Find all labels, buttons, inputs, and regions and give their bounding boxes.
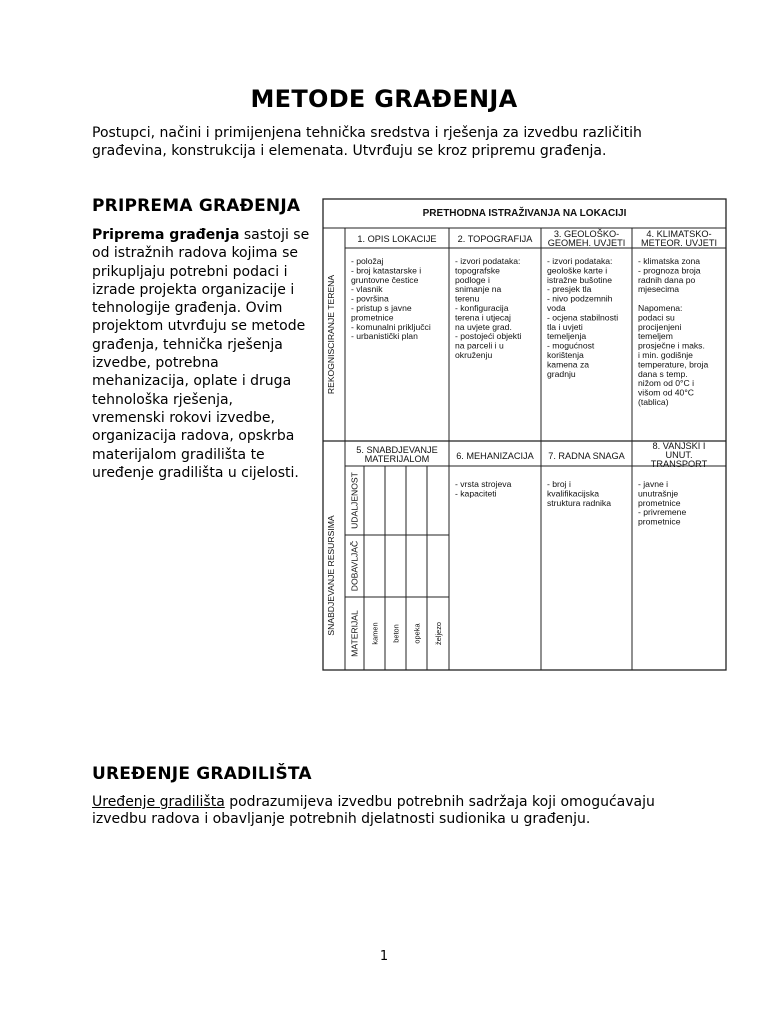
top-cell-2-line: - postojeći objekti [455,331,522,342]
top-cell-4-line: mjesecima [638,284,680,295]
bottom-header-5: 5. SNABDJEVANJE [356,445,438,455]
top-cell-1-line: - pristup s javne [351,303,412,313]
section-heading-uredjenje: UREĐENJE GRADILIŠTA [92,764,312,784]
top-cell-1-line: - urbanistički plan [351,331,418,342]
top-cell-3-line: - izvori podataka: [547,256,613,266]
top-cell-1-line: - vlasnik [351,284,383,295]
bottom-cell-6-line: - kapaciteti [455,488,497,499]
bottom-cell-8-line: - javne i [638,479,669,489]
top-header-4: 4. KLIMATSKO- [646,229,712,239]
top-cell-4-line: (tablica) [638,397,669,407]
bottom-cell-6-line: - vrsta strojeva [455,479,512,489]
top-header-4: METEOR. UVJETI [640,238,718,248]
top-cell-4-line: nižom od 0°C i [638,378,694,389]
top-cell-4-line: dana s temp. [638,368,688,379]
top-cell-4-line: Napomena: [638,303,683,313]
top-cell-4-line: - prognoza broja [638,265,701,276]
bottom-header-6: 6. MEHANIZACIJA [456,451,534,461]
top-cell-2-line: okruženju [455,350,493,360]
top-cell-3-line: temeljenja [547,331,587,342]
top-cell-1-line: - broj katastarske i [351,265,422,276]
priprema-lead: Priprema građenja [92,227,240,243]
material-row-label: MATERIJAL [349,610,360,657]
top-cell-2-line: snimanje na [455,284,502,295]
top-cell-3-line: - nivo podzemnih [547,293,613,304]
top-cell-2-line: na uvjete grad. [455,321,512,332]
top-header-2: 2. TOPOGRAFIJA [457,234,533,244]
row-label-snabdjevanje: SNABDJEVANJE RESURSIMA [326,515,336,636]
section-heading-priprema: PRIPREMA GRAĐENJA [92,196,301,216]
page-number: 1 [379,949,389,964]
table-title: PRETHODNA ISTRAŽIVANJA NA LOKACIJI [422,208,627,219]
uredjenje-text: podrazumijeva izvedbu potrebnih sadržaja koji omogućavaju izvedbu radova i obavljanje potrebnih djelatnosti sudionika u građenju. [92,794,655,827]
top-cell-3-line: geološke karte i [547,265,608,276]
top-cell-3-line: istražne bušotine [547,274,612,285]
top-cell-2-line: podloge i [455,274,490,285]
intro-paragraph: Postupci, načini i primijenjena tehnička sredstva i rješenja za izvedbu različitih građevina, konstrukcija i elemenata. Utvrđuju se kroz pripremu građenja. [92,125,642,159]
top-cell-3-line: - presjek tla [547,284,592,295]
material-col-label: beton [391,624,401,643]
bottom-cell-7-line: - broj i [547,479,571,489]
top-cell-3-line: gradnju [547,368,576,379]
top-cell-2-line: - izvori podataka: [455,256,521,266]
bottom-cell-8-line: - privremene [638,507,687,518]
top-cell-4-line: - klimatska zona [638,256,701,266]
bottom-cell-7-line: kvalifikacijska [547,488,600,499]
bottom-cell-8-line: prometnice [638,516,681,527]
bottom-cell-8-line: unutrašnje [638,488,679,499]
material-col-label: kamen [370,622,380,645]
row-label-rekognosciranje: REKOGNISCIRANJE TERENA [326,274,336,395]
top-cell-2-line: terenu [455,293,480,304]
bottom-header-5: MATERIJALOM [364,454,430,464]
top-cell-1-line: prometnice [351,312,394,323]
material-col-label: opeka [412,623,422,644]
top-header-3: 3. GEOLOŠKO- [553,229,620,239]
top-header-1: 1. OPIS LOKACIJE [357,234,437,244]
top-cell-3-line: kamena za [547,359,590,370]
top-cell-1-line: - položaj [351,256,384,266]
top-cell-1-line: - površina [351,293,389,304]
material-row-label: UDALJENOST [349,472,360,529]
uredjenje-paragraph [92,794,692,828]
bottom-header-8: TRANSPORT [650,459,708,469]
material-col-label: željezo [434,621,443,646]
priprema-text: sastoji se od istražnih radova kojima se prikupljaju potrebni podaci i izrade projekta organizacije i tehnologije građenja. Ovim projektom utvrđuju se metode građenja, tehnička rješenja izvedbe, potrebna mehanizacija, oplate i druga tehnološka rješenja, vremenski rokovi izvedbe, organizacija radova, opskrba materijalom gradilišta te uređenje gradilišta u cijelosti. [92,227,310,481]
page-title: METODE GRAĐENJA [250,85,518,113]
top-cell-4-line: i min. godišnje [638,350,693,360]
top-cell-4-line: temeljem [638,331,673,342]
top-cell-3-line: - ocjena stabilnosti [547,312,619,323]
top-cell-2-line: topografske [455,265,500,276]
top-cell-4-line: radnih dana po [638,274,696,285]
top-cell-2-line: - konfiguracija [455,303,509,313]
top-cell-3-line: - mogućnost [547,340,595,351]
uredjenje-link-text: Uređenje gradilišta [92,794,225,810]
top-cell-4-line: procijenjeni [638,321,682,332]
top-cell-1-line: gruntovne čestice [351,274,419,285]
top-cell-4-line: višom od 40°C [638,387,694,398]
top-cell-2-line: na parceli i u [455,340,504,351]
top-cell-4-line: temperature, broja [638,359,709,370]
top-cell-4-line: prosječne i maks. [638,340,705,351]
top-cell-4-line: podaci su [638,312,675,323]
bottom-cell-7-line: struktura radnika [547,497,612,508]
material-row-label: DOBAVLJAČ [349,540,360,592]
bottom-header-7: 7. RADNA SNAGA [548,451,625,461]
top-cell-3-line: korištenja [547,350,584,360]
top-cell-2-line: terena i utjecaj [455,312,511,323]
bottom-header-8: UNUT. [665,450,693,460]
bottom-header-8: 8. VANJSKI I [652,441,706,451]
top-header-3: GEOMEH. UVJETI [547,238,626,248]
top-cell-3-line: tla i uvjeti [547,321,583,332]
bottom-cell-8-line: prometnice [638,497,681,508]
top-cell-3-line: voda [547,303,566,313]
top-cell-1-line: - komunalni priključci [351,321,431,332]
